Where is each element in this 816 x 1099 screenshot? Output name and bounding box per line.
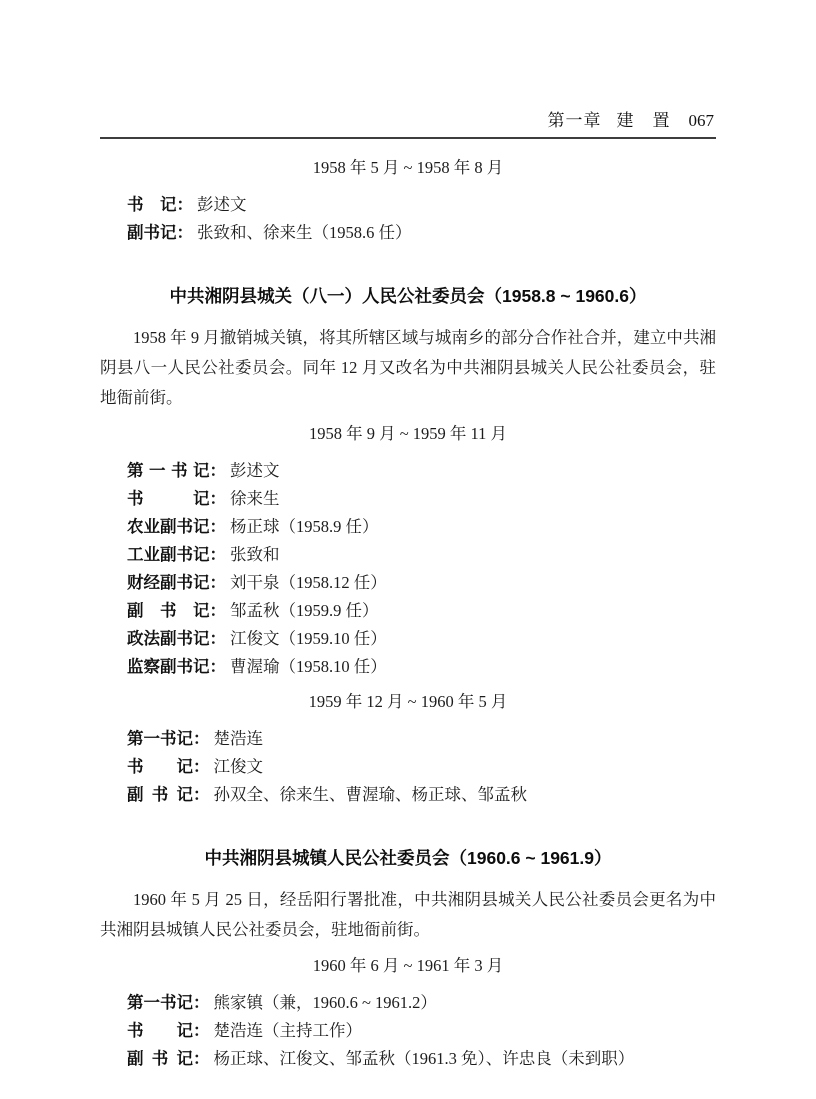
officer-row <box>127 191 716 219</box>
officer-roster-4 <box>100 989 716 1073</box>
officer-row <box>127 219 716 247</box>
officer-names: 张致和 <box>230 545 280 564</box>
officer-row <box>127 753 716 781</box>
label-colon: ： <box>209 490 226 508</box>
label-colon: ： <box>193 1022 210 1040</box>
header-rule <box>100 137 716 139</box>
position-label: 副书记 <box>127 786 193 804</box>
officer-names: 楚浩连 <box>213 729 263 748</box>
officer-names: 杨正球（1958.9 任） <box>230 517 379 536</box>
officer-row <box>127 653 716 681</box>
position-label: 第一书记 <box>127 730 193 748</box>
officer-names: 江俊文（1959.10 任） <box>230 629 387 648</box>
officer-names: 徐来生 <box>230 489 280 508</box>
officer-roster-1 <box>100 191 716 247</box>
position-label: 书记 <box>127 196 177 214</box>
position-label: 副书记 <box>127 1050 193 1068</box>
officer-names: 曹渥瑜（1958.10 任） <box>230 657 387 676</box>
officer-names: 熊家镇（兼，1960.6 ~ 1961.2） <box>213 993 437 1012</box>
section-paragraph-2: 1960 年 5 月 25 日，经岳阳行署批准，中共湘阴县城关人民公社委员会更名为中共湘阴县城镇人民公社委员会，驻地衙前街。 <box>100 890 716 939</box>
position-label: 副书记 <box>127 224 177 242</box>
position-label: 副书记 <box>127 602 210 620</box>
officer-row <box>127 569 716 597</box>
position-label: 第一书记 <box>127 994 193 1012</box>
position-label: 农业副书记 <box>127 518 210 536</box>
position-label: 财经副书记 <box>127 574 210 592</box>
label-colon: ： <box>176 224 193 242</box>
label-colon: ： <box>193 786 210 804</box>
officer-roster-2 <box>100 457 716 681</box>
label-colon: ： <box>209 658 226 676</box>
officer-row <box>127 597 716 625</box>
officer-names: 孙双全、徐来生、曹渥瑜、杨正球、邹孟秋 <box>213 785 527 804</box>
officer-row <box>127 513 716 541</box>
chapter-label: 第一章 <box>547 111 602 130</box>
officer-row <box>127 625 716 653</box>
chapter-title: 建 置 <box>616 111 671 130</box>
label-colon: ： <box>193 730 210 748</box>
period-date-4: 1960 年 6 月 ~ 1961 年 3 月 <box>312 956 504 975</box>
label-colon: ： <box>209 546 226 564</box>
position-label: 第一书记 <box>127 462 210 480</box>
officer-roster-3 <box>100 725 716 809</box>
officer-row <box>127 1045 716 1073</box>
officer-row <box>127 725 716 753</box>
officer-row <box>127 457 716 485</box>
label-colon: ： <box>176 196 193 214</box>
label-colon: ： <box>193 758 210 776</box>
officer-names: 杨正球、江俊文、邹孟秋（1961.3 免）、许忠良（未到职） <box>213 1049 635 1068</box>
position-label: 监察副书记 <box>127 658 210 676</box>
officer-row <box>127 485 716 513</box>
officer-row <box>127 1017 716 1045</box>
label-colon: ： <box>209 602 226 620</box>
period-date-1: 1958 年 5 月 ~ 1958 年 8 月 <box>312 158 504 177</box>
label-colon: ： <box>193 1050 210 1068</box>
position-label: 书记 <box>127 490 210 508</box>
label-colon: ： <box>193 994 210 1012</box>
page-number: 067 <box>688 111 714 130</box>
label-colon: ： <box>209 462 226 480</box>
position-label: 书记 <box>127 1022 193 1040</box>
section-heading-2: 中共湘阴县城镇人民公社委员会（1960.6 ~ 1961.9） <box>204 848 612 868</box>
officer-names: 刘干泉（1958.12 任） <box>230 573 387 592</box>
period-date-2: 1958 年 9 月 ~ 1959 年 11 月 <box>308 424 508 443</box>
officer-names: 江俊文 <box>213 757 263 776</box>
officer-row <box>127 989 716 1017</box>
officer-names: 彭述文 <box>230 461 280 480</box>
officer-row <box>127 541 716 569</box>
page-content <box>100 155 716 1073</box>
running-header <box>100 106 716 137</box>
officer-names: 彭述文 <box>197 195 247 214</box>
position-label: 书记 <box>127 758 193 776</box>
officer-names: 邹孟秋（1959.9 任） <box>230 601 379 620</box>
position-label: 政法副书记 <box>127 630 210 648</box>
position-label: 工业副书记 <box>127 546 210 564</box>
section-heading-1: 中共湘阴县城关（八一）人民公社委员会（1958.8 ~ 1960.6） <box>169 286 647 306</box>
period-date-3: 1959 年 12 月 ~ 1960 年 5 月 <box>308 692 508 711</box>
label-colon: ： <box>209 574 226 592</box>
section-paragraph-1: 1958 年 9 月撤销城关镇，将其所辖区域与城南乡的部分合作社合并，建立中共湘阴县八一人民公社委员会。同年 12 月又改名为中共湘阴县城关人民公社委员会，驻地衙前街。 <box>100 328 716 407</box>
officer-names: 张致和、徐来生（1958.6 任） <box>197 223 412 242</box>
label-colon: ： <box>209 518 226 536</box>
officer-row <box>127 781 716 809</box>
officer-names: 楚浩连（主持工作） <box>213 1021 362 1040</box>
label-colon: ： <box>209 630 226 648</box>
